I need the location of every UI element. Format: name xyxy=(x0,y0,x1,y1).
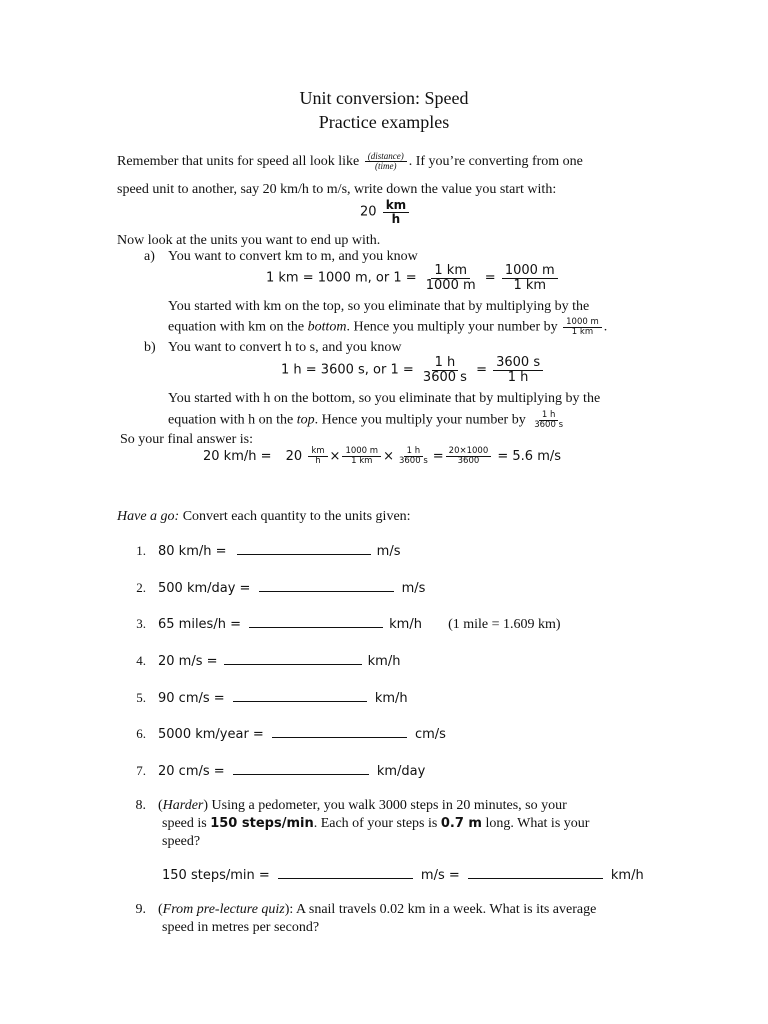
intro-line-1 xyxy=(117,152,583,172)
step-b-multiplier-fraction xyxy=(531,411,566,430)
question-8-text: ) Using a pedometer, you walk 3000 steps in 20 minutes, so your xyxy=(203,798,567,813)
step-a-fraction-1 xyxy=(423,264,479,292)
target-unit: km/h xyxy=(389,617,422,632)
start-unit-fraction xyxy=(383,199,409,225)
step-b-equation xyxy=(281,356,545,384)
question-9-tag: From pre-lecture quiz xyxy=(162,902,285,917)
expl-text: equation with km on the xyxy=(168,319,308,335)
final-equation xyxy=(203,447,561,466)
intro-line-2: speed unit to another, say 20 km/h to m/s, write down the value you start with: xyxy=(117,182,557,197)
frac-num: 1 km xyxy=(431,264,470,279)
step-a-fraction-2 xyxy=(502,264,558,292)
distance-time-fraction xyxy=(365,152,407,172)
step-a-multiplier-fraction xyxy=(563,318,602,337)
question-number: 2. xyxy=(136,580,146,595)
frac-den: 3600 s xyxy=(398,455,428,466)
start-value: 20 xyxy=(360,204,377,220)
have-a-go-text: Convert each quantity to the units given: xyxy=(179,509,411,524)
step-b-marker: b) xyxy=(144,340,156,355)
step-b-explanation-2 xyxy=(168,411,568,430)
question-8-tag: Harder xyxy=(162,798,204,813)
q8-text: . Each of your steps is xyxy=(313,816,441,831)
frac-num: 1000 m xyxy=(563,318,602,328)
q8-text: speed is xyxy=(162,816,211,831)
question-4 xyxy=(120,652,400,669)
final-fraction-1 xyxy=(308,447,327,466)
question-number: 3. xyxy=(136,616,146,631)
answer-blank[interactable] xyxy=(224,652,362,665)
answer-blank-ms[interactable] xyxy=(278,866,413,879)
question-8-line-3: speed? xyxy=(162,834,201,849)
expl-text: . Hence you multiply your number by xyxy=(346,319,558,335)
times-sign: × xyxy=(329,448,341,464)
question-8-line-1 xyxy=(120,798,567,814)
final-label: So your final answer is: xyxy=(120,432,253,447)
period: . xyxy=(603,319,608,335)
question-9-line-1 xyxy=(120,902,596,918)
step-b-text: You want to convert h to s, and you know xyxy=(168,340,402,355)
frac-num: 1 h xyxy=(432,356,459,371)
question-2 xyxy=(120,579,425,596)
answer-blank[interactable] xyxy=(272,725,407,738)
q8-answer-unit-2: km/h xyxy=(610,868,644,883)
step-a-eq-left: 1 km = 1000 m, or 1 = xyxy=(266,270,417,286)
frac-num: 1 h xyxy=(404,447,424,457)
frac-num: 1000 m xyxy=(502,264,558,279)
answer-blank[interactable] xyxy=(237,542,371,555)
answer-blank[interactable] xyxy=(259,579,394,592)
page-subtitle: Practice examples xyxy=(318,112,450,132)
intro-text-a: Remember that units for speed all look like xyxy=(117,154,360,170)
times-sign: × xyxy=(383,448,394,464)
equals-sign: = xyxy=(484,270,496,286)
question-number: 9. xyxy=(135,902,146,917)
final-start-value: 20 xyxy=(285,448,303,464)
have-a-go-line xyxy=(117,509,411,525)
frac-num: km xyxy=(308,447,327,457)
final-fraction-3 xyxy=(396,447,431,466)
equals-sign: = xyxy=(476,362,487,378)
page-title: Unit conversion: Speed xyxy=(299,88,469,108)
target-unit: km/h xyxy=(374,691,408,706)
frac-den: 1 km xyxy=(351,455,373,466)
frac-den: h xyxy=(315,455,321,466)
paren: ( xyxy=(158,798,163,813)
frac-den: 1 km xyxy=(571,326,594,337)
step-a-text: You want to convert km to m, and you know xyxy=(168,249,418,264)
question-quantity: 80 km/h = xyxy=(158,544,227,559)
target-unit: cm/s xyxy=(414,727,446,742)
fraction-numerator: (distance) xyxy=(365,152,407,162)
fraction-denominator: (time) xyxy=(374,161,397,172)
frac-den: 1000 m xyxy=(425,277,476,293)
equals-sign: = xyxy=(432,448,444,464)
step-b-eq-left: 1 h = 3600 s, or 1 = xyxy=(281,362,414,378)
question-quantity: 20 cm/s = xyxy=(158,764,225,779)
step-b-fraction-1 xyxy=(420,356,470,384)
expl-text: equation with h on the xyxy=(168,412,297,428)
q8-step-length: 0.7 m xyxy=(440,816,482,831)
question-5 xyxy=(120,689,408,706)
question-quantity: 20 m/s = xyxy=(158,654,218,669)
intro-line-3: Now look at the units you want to end up with. xyxy=(117,233,381,248)
have-a-go-label: Have a go: xyxy=(117,509,180,524)
question-quantity: 500 km/day = xyxy=(158,581,251,596)
target-unit: m/s xyxy=(376,544,401,559)
start-value-expression xyxy=(360,199,411,225)
step-b-fraction-2 xyxy=(493,356,543,384)
frac-num: 1 h xyxy=(539,411,559,421)
question-8-line-2 xyxy=(162,816,589,832)
question-9-text: ): A snail travels 0.02 km in a week. What is its average xyxy=(284,902,597,917)
step-b-explanation-1: You started with h on the bottom, so you eliminate that by multiplying by the xyxy=(168,391,601,406)
question-number: 4. xyxy=(136,653,146,668)
question-1 xyxy=(120,542,400,559)
question-quantity: 5000 km/year = xyxy=(158,727,264,742)
q8-answer-lhs: 150 steps/min = xyxy=(162,868,270,883)
frac-num: 1000 m xyxy=(342,447,381,457)
question-number: 6. xyxy=(136,726,146,741)
question-quantity: 90 cm/s = xyxy=(158,691,225,706)
answer-blank[interactable] xyxy=(249,615,383,628)
conversion-note: (1 mile = 1.609 km) xyxy=(448,617,561,632)
q8-speed-value: 150 steps/min xyxy=(210,816,314,831)
frac-den: 3600 s xyxy=(534,419,563,430)
expl-emphasis: top xyxy=(296,412,315,428)
paren: ( xyxy=(158,902,163,917)
question-9-line-2: speed in metres per second? xyxy=(162,920,320,935)
final-fraction-2 xyxy=(342,447,381,466)
final-lhs: 20 km/h = xyxy=(203,448,272,464)
intro-text-b: . If you’re converting from one xyxy=(408,154,583,170)
target-unit: km/day xyxy=(376,764,426,779)
q8-answer-unit-1: m/s = xyxy=(420,868,460,883)
step-a-marker: a) xyxy=(144,249,155,264)
frac-den: 1 h xyxy=(507,369,529,385)
answer-blank[interactable] xyxy=(233,689,367,702)
final-result: = 5.6 m/s xyxy=(497,448,562,464)
step-a-explanation-1: You started with km on the top, so you eliminate that by multiplying by the xyxy=(168,299,590,314)
question-quantity: 65 miles/h = xyxy=(158,617,241,632)
expl-text: . Hence you multiply your number by xyxy=(314,412,526,428)
expl-emphasis: bottom xyxy=(307,319,347,335)
frac-num: 3600 s xyxy=(493,356,543,371)
frac-num: 20×1000 xyxy=(446,447,492,457)
target-unit: m/s xyxy=(401,581,426,596)
target-unit: km/h xyxy=(367,654,401,669)
question-6 xyxy=(120,725,446,742)
question-number: 8. xyxy=(135,798,146,813)
frac-den: 3600 s xyxy=(422,369,467,385)
answer-blank-kmh[interactable] xyxy=(468,866,603,879)
frac-den: 1 km xyxy=(513,277,547,293)
q8-text: long. What is your xyxy=(481,816,590,831)
start-unit-den: h xyxy=(391,211,401,226)
start-unit-num: km xyxy=(383,199,409,213)
final-fraction-4 xyxy=(446,447,492,466)
frac-den: 3600 xyxy=(457,455,480,466)
question-8-answer xyxy=(162,866,644,883)
question-number: 1. xyxy=(136,543,146,558)
question-3 xyxy=(120,615,561,633)
step-a-explanation-2 xyxy=(168,318,607,337)
question-number: 5. xyxy=(136,690,146,705)
step-a-equation xyxy=(266,264,560,292)
question-number: 7. xyxy=(136,763,146,778)
question-7 xyxy=(120,762,425,779)
answer-blank[interactable] xyxy=(233,762,369,775)
